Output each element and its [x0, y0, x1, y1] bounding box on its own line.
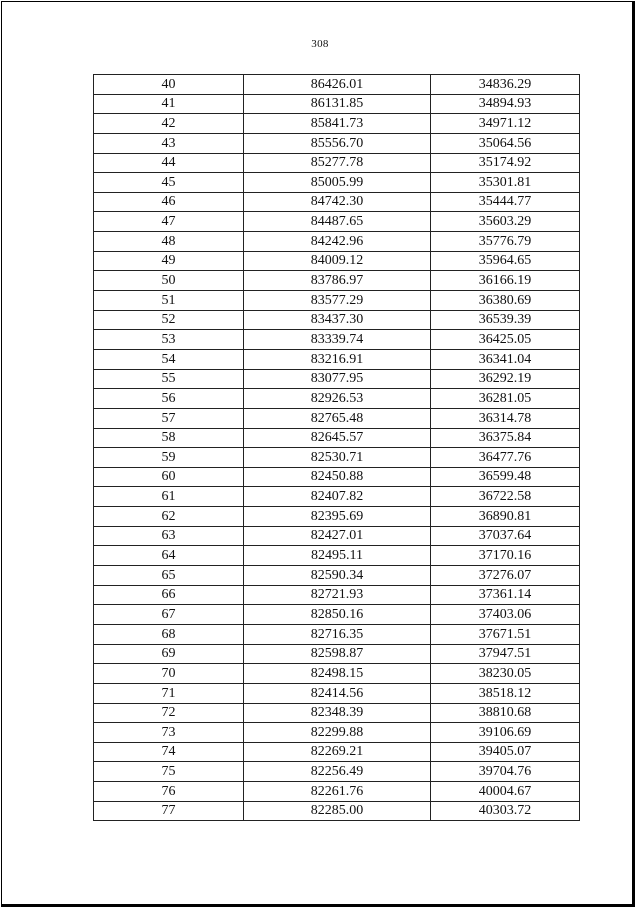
table-row: [94, 801, 580, 821]
value-b-cell: 36425.05: [431, 330, 580, 350]
table-row: [94, 782, 580, 802]
table-row: [94, 369, 580, 389]
value-b-cell: 34971.12: [431, 114, 580, 134]
value-b-cell: 36341.04: [431, 349, 580, 369]
row-index-cell: 59: [94, 448, 244, 468]
row-index-cell: 54: [94, 349, 244, 369]
value-a-cell: 85841.73: [244, 114, 431, 134]
value-b-cell: 37403.06: [431, 605, 580, 625]
value-a-cell: 83437.30: [244, 310, 431, 330]
table-row: [94, 742, 580, 762]
table-row: [94, 271, 580, 291]
row-index-cell: 76: [94, 782, 244, 802]
row-index-cell: 77: [94, 801, 244, 821]
value-a-cell: 82590.34: [244, 566, 431, 586]
table-row: [94, 291, 580, 311]
table-row: [94, 349, 580, 369]
value-a-cell: 85277.78: [244, 153, 431, 173]
table-row: [94, 408, 580, 428]
table-row: [94, 251, 580, 271]
table-row: [94, 585, 580, 605]
value-a-cell: 82427.01: [244, 526, 431, 546]
row-index-cell: 50: [94, 271, 244, 291]
table-row: [94, 605, 580, 625]
value-a-cell: 82850.16: [244, 605, 431, 625]
value-a-cell: 82395.69: [244, 507, 431, 527]
value-b-cell: 36292.19: [431, 369, 580, 389]
row-index-cell: 44: [94, 153, 244, 173]
table-row: [94, 448, 580, 468]
table-row: [94, 94, 580, 114]
table-row: [94, 624, 580, 644]
value-a-cell: 85556.70: [244, 133, 431, 153]
value-b-cell: 36722.58: [431, 487, 580, 507]
value-a-cell: 83216.91: [244, 349, 431, 369]
table-row: [94, 683, 580, 703]
row-index-cell: 63: [94, 526, 244, 546]
row-index-cell: 61: [94, 487, 244, 507]
value-a-cell: 82285.00: [244, 801, 431, 821]
value-b-cell: 36314.78: [431, 408, 580, 428]
row-index-cell: 46: [94, 192, 244, 212]
row-index-cell: 40: [94, 75, 244, 95]
row-index-cell: 74: [94, 742, 244, 762]
value-b-cell: 35064.56: [431, 133, 580, 153]
value-a-cell: 83786.97: [244, 271, 431, 291]
row-index-cell: 65: [94, 566, 244, 586]
table-row: [94, 75, 580, 95]
table-row: [94, 133, 580, 153]
value-a-cell: 86131.85: [244, 94, 431, 114]
value-a-cell: 84009.12: [244, 251, 431, 271]
row-index-cell: 49: [94, 251, 244, 271]
table-row: [94, 192, 580, 212]
value-a-cell: 83339.74: [244, 330, 431, 350]
value-a-cell: 82498.15: [244, 664, 431, 684]
value-b-cell: 38810.68: [431, 703, 580, 723]
value-b-cell: 39405.07: [431, 742, 580, 762]
value-a-cell: 82299.88: [244, 723, 431, 743]
value-a-cell: 82598.87: [244, 644, 431, 664]
row-index-cell: 64: [94, 546, 244, 566]
row-index-cell: 55: [94, 369, 244, 389]
table-row: [94, 546, 580, 566]
value-b-cell: 35776.79: [431, 232, 580, 252]
value-b-cell: 36599.48: [431, 467, 580, 487]
value-b-cell: 34836.29: [431, 75, 580, 95]
row-index-cell: 70: [94, 664, 244, 684]
value-b-cell: 39704.76: [431, 762, 580, 782]
value-a-cell: 82407.82: [244, 487, 431, 507]
value-a-cell: 82261.76: [244, 782, 431, 802]
value-b-cell: 36890.81: [431, 507, 580, 527]
data-table: [93, 74, 580, 821]
value-b-cell: 38230.05: [431, 664, 580, 684]
row-index-cell: 72: [94, 703, 244, 723]
value-b-cell: 38518.12: [431, 683, 580, 703]
value-a-cell: 84487.65: [244, 212, 431, 232]
value-b-cell: 36166.19: [431, 271, 580, 291]
value-b-cell: 37170.16: [431, 546, 580, 566]
table-row: [94, 467, 580, 487]
value-a-cell: 82716.35: [244, 624, 431, 644]
row-index-cell: 73: [94, 723, 244, 743]
table-row: [94, 566, 580, 586]
value-a-cell: 82765.48: [244, 408, 431, 428]
table-row: [94, 114, 580, 134]
value-b-cell: 36281.05: [431, 389, 580, 409]
value-a-cell: 82256.49: [244, 762, 431, 782]
value-b-cell: 36539.39: [431, 310, 580, 330]
table-body: [94, 75, 580, 821]
value-b-cell: 35964.65: [431, 251, 580, 271]
table-row: [94, 487, 580, 507]
table-row: [94, 664, 580, 684]
value-a-cell: 82348.39: [244, 703, 431, 723]
value-a-cell: 84242.96: [244, 232, 431, 252]
row-index-cell: 69: [94, 644, 244, 664]
table-row: [94, 310, 580, 330]
row-index-cell: 41: [94, 94, 244, 114]
value-a-cell: 82450.88: [244, 467, 431, 487]
row-index-cell: 56: [94, 389, 244, 409]
value-b-cell: 34894.93: [431, 94, 580, 114]
value-a-cell: 82530.71: [244, 448, 431, 468]
table-row: [94, 173, 580, 193]
value-a-cell: 82645.57: [244, 428, 431, 448]
page-number: 308: [311, 38, 329, 50]
value-b-cell: 40004.67: [431, 782, 580, 802]
row-index-cell: 42: [94, 114, 244, 134]
row-index-cell: 45: [94, 173, 244, 193]
value-a-cell: 83577.29: [244, 291, 431, 311]
table-row: [94, 232, 580, 252]
value-a-cell: 82269.21: [244, 742, 431, 762]
value-b-cell: 37671.51: [431, 624, 580, 644]
row-index-cell: 58: [94, 428, 244, 448]
table-row: [94, 153, 580, 173]
value-a-cell: 84742.30: [244, 192, 431, 212]
value-b-cell: 37276.07: [431, 566, 580, 586]
row-index-cell: 60: [94, 467, 244, 487]
row-index-cell: 62: [94, 507, 244, 527]
table-row: [94, 644, 580, 664]
table-row: [94, 526, 580, 546]
row-index-cell: 67: [94, 605, 244, 625]
value-b-cell: 37037.64: [431, 526, 580, 546]
table-row: [94, 762, 580, 782]
table-row: [94, 428, 580, 448]
table-row: [94, 389, 580, 409]
value-b-cell: 35603.29: [431, 212, 580, 232]
table-row: [94, 703, 580, 723]
value-a-cell: 86426.01: [244, 75, 431, 95]
value-b-cell: 35444.77: [431, 192, 580, 212]
row-index-cell: 75: [94, 762, 244, 782]
value-a-cell: 82926.53: [244, 389, 431, 409]
value-a-cell: 85005.99: [244, 173, 431, 193]
value-b-cell: 36375.84: [431, 428, 580, 448]
table-row: [94, 212, 580, 232]
value-b-cell: 37361.14: [431, 585, 580, 605]
value-b-cell: 37947.51: [431, 644, 580, 664]
row-index-cell: 47: [94, 212, 244, 232]
value-a-cell: 83077.95: [244, 369, 431, 389]
value-b-cell: 40303.72: [431, 801, 580, 821]
row-index-cell: 52: [94, 310, 244, 330]
row-index-cell: 66: [94, 585, 244, 605]
table-row: [94, 507, 580, 527]
value-b-cell: 35301.81: [431, 173, 580, 193]
row-index-cell: 48: [94, 232, 244, 252]
row-index-cell: 68: [94, 624, 244, 644]
table-row: [94, 330, 580, 350]
row-index-cell: 51: [94, 291, 244, 311]
value-a-cell: 82414.56: [244, 683, 431, 703]
row-index-cell: 71: [94, 683, 244, 703]
value-b-cell: 39106.69: [431, 723, 580, 743]
row-index-cell: 57: [94, 408, 244, 428]
row-index-cell: 43: [94, 133, 244, 153]
value-b-cell: 35174.92: [431, 153, 580, 173]
value-b-cell: 36477.76: [431, 448, 580, 468]
value-a-cell: 82721.93: [244, 585, 431, 605]
value-a-cell: 82495.11: [244, 546, 431, 566]
row-index-cell: 53: [94, 330, 244, 350]
value-b-cell: 36380.69: [431, 291, 580, 311]
table-row: [94, 723, 580, 743]
